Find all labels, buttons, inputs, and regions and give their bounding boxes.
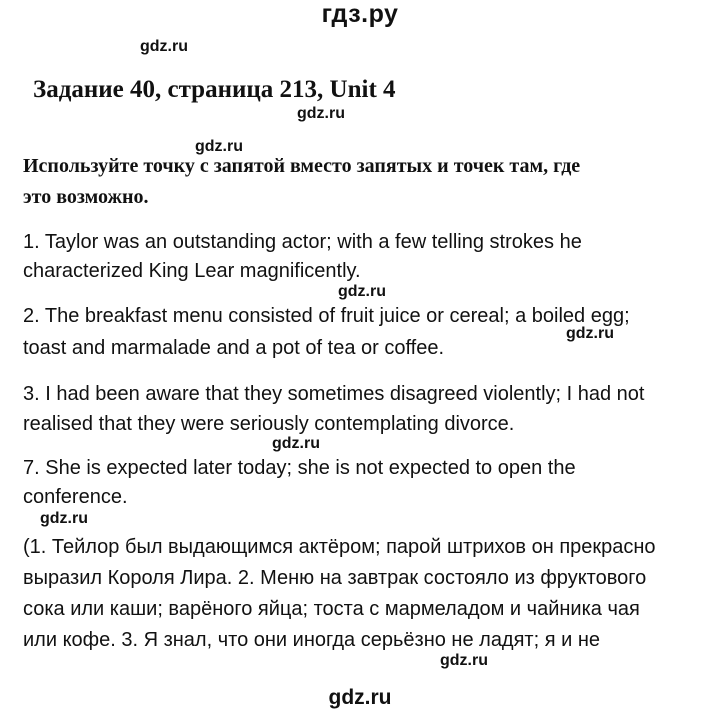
watermark: gdz.ru [140,38,188,55]
site-header: гдз.ру [321,0,399,28]
answer-line: realised that they were seriously contemplating divorce. [23,413,515,435]
answer-line: conference. [23,486,128,508]
translation-line: (1. Тейлор был выдающимся актёром; парой штрихов он прекрасно [23,536,656,558]
answer-line: 1. Taylor was an outstanding actor; with a few telling strokes he [23,231,582,253]
answer-line: 3. I had been aware that they sometimes disagreed violently; I had not [23,383,645,405]
translation-line: выразил Короля Лира. 2. Меню на завтрак состояло из фруктового [23,567,647,589]
instruction-line: это возможно. [23,186,149,208]
answer-line: characterized King Lear magnificently. [23,260,361,282]
watermark: gdz.ru [338,283,386,300]
watermark: gdz.ru [40,510,88,527]
watermark: gdz.ru [297,105,345,122]
translation-line: или кофе. 3. Я знал, что они иногда серьёзно не ладят; я и не [23,629,600,651]
instruction-line: Используйте точку с запятой вместо запятых и точек там, где [23,155,581,177]
watermark: gdz.ru [272,435,320,452]
watermark: gdz.ru [566,325,614,342]
page-title: Задание 40, страница 213, Unit 4 [33,76,396,103]
translation-line: сока или каши; варёного яйца; тоста с мармеладом и чайника чая [23,598,640,620]
footer-watermark: gdz.ru [328,686,392,709]
answer-line: 2. The breakfast menu consisted of fruit juice or cereal; a boiled egg; [23,305,630,327]
answer-line: toast and marmalade and a pot of tea or coffee. [23,337,445,359]
answer-line: 7. She is expected later today; she is not expected to open the [23,457,576,479]
watermark: gdz.ru [195,138,243,155]
watermark: gdz.ru [440,652,488,669]
